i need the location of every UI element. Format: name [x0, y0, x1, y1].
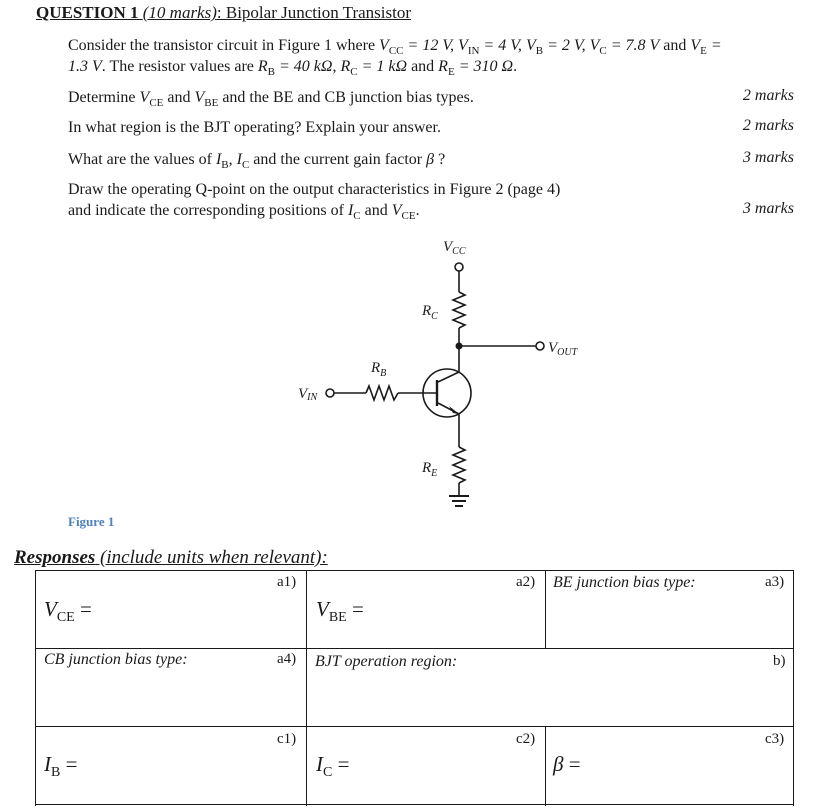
- re-label: $R_E$: [422, 460, 438, 479]
- task-4-line-2: and indicate the corresponding positions of $I_C$ and $V_{CE}$.: [68, 202, 420, 223]
- vin-terminal: [326, 389, 334, 397]
- task-2-text: In what region is the BJT operating? Explain your answer.: [68, 119, 441, 136]
- index-c2: c2): [516, 731, 536, 747]
- var-re: $R_E = 310$ Ω: [438, 58, 514, 79]
- task-3-marks: 3 marks: [742, 149, 794, 166]
- index-c1: c1): [277, 731, 297, 747]
- var-vin: $V_{IN} = 4$ V,: [458, 37, 526, 58]
- var-vc: $V_C = 7.8$ V: [589, 37, 660, 58]
- ic-field[interactable]: $I_C$ =: [316, 752, 350, 781]
- var-rc: $R_C = 1$ kΩ: [340, 58, 408, 79]
- intro-text: Consider the transistor circuit in Figure 1 where: [68, 37, 380, 54]
- task-4-marks: 3 marks: [742, 200, 794, 217]
- var-vb: $V_B = 2$ V,: [525, 37, 590, 58]
- intro-and: and: [659, 37, 691, 54]
- task-1-marks: 2 marks: [742, 87, 794, 104]
- intro-text-2: . The resistor values are: [101, 58, 258, 75]
- rc-resistor: [453, 292, 465, 328]
- region-answer[interactable]: [307, 672, 793, 726]
- var-vcc: $V_{CC} = 12$ V,: [379, 37, 459, 58]
- task-2-marks: 2 marks: [742, 117, 794, 134]
- vout-terminal: [536, 342, 544, 350]
- question-topic: : Bipolar Junction Transistor: [216, 3, 411, 22]
- task-3-text: What are the values of $I_B$, $I_C$ and the current gain factor β ?: [68, 151, 446, 172]
- responses-heading: Responses (include units when relevant):: [14, 547, 328, 568]
- task-4-line-1: Draw the operating Q-point on the output characteristics in Figure 2 (page 4): [68, 181, 561, 198]
- figure-caption: Figure 1: [68, 514, 115, 529]
- var-rb: $R_B = 40$ kΩ: [257, 58, 333, 79]
- rb-resistor: [366, 386, 398, 400]
- vbe-field[interactable]: $V_{BE}$ =: [316, 597, 364, 626]
- cb-bias-label: CB junction bias type:: [44, 651, 188, 668]
- index-a3: a3): [765, 574, 785, 590]
- beta-field[interactable]: β =: [553, 752, 581, 776]
- be-bias-label: BE junction bias type:: [553, 574, 696, 591]
- re-resistor: [453, 447, 465, 483]
- index-a4: a4): [277, 651, 297, 667]
- ground-symbol: [449, 496, 469, 506]
- vout-label: $V_{OUT}$: [548, 340, 578, 358]
- index-b: b): [773, 653, 786, 669]
- vce-field[interactable]: $V_{CE}$ =: [44, 597, 92, 626]
- var-ve-value: 1.3 V: [68, 58, 102, 75]
- response-table: [35, 570, 794, 806]
- var-ve: $V_E$ =: [690, 37, 722, 58]
- intro-line-2: 1.3 V. The resistor values are $R_B = 40$ kΩ, $R_C = 1$ kΩ and $R_E = 310$ Ω.: [68, 58, 518, 79]
- be-bias-answer[interactable]: [546, 594, 793, 648]
- cb-bias-answer[interactable]: [36, 670, 306, 726]
- index-c3: c3): [765, 731, 785, 747]
- index-a2: a2): [516, 574, 536, 590]
- collector-node: [456, 343, 463, 350]
- ib-field[interactable]: $I_B$ =: [44, 752, 78, 781]
- rb-label: $R_B$: [371, 360, 387, 379]
- vcc-terminal: [455, 263, 463, 271]
- index-a1: a1): [277, 574, 297, 590]
- question-number: QUESTION 1: [36, 3, 139, 22]
- region-label: BJT operation region:: [315, 653, 458, 670]
- task-1-text: Determine $V_{CE}$ and $V_{BE}$ and the BE and CB junction bias types.: [68, 89, 474, 110]
- rc-label: $R_C$: [422, 303, 438, 322]
- vcc-label: $V_{CC}$: [443, 239, 466, 257]
- vin-label: VIN: [298, 386, 318, 403]
- question-marks: (10 marks): [142, 3, 217, 22]
